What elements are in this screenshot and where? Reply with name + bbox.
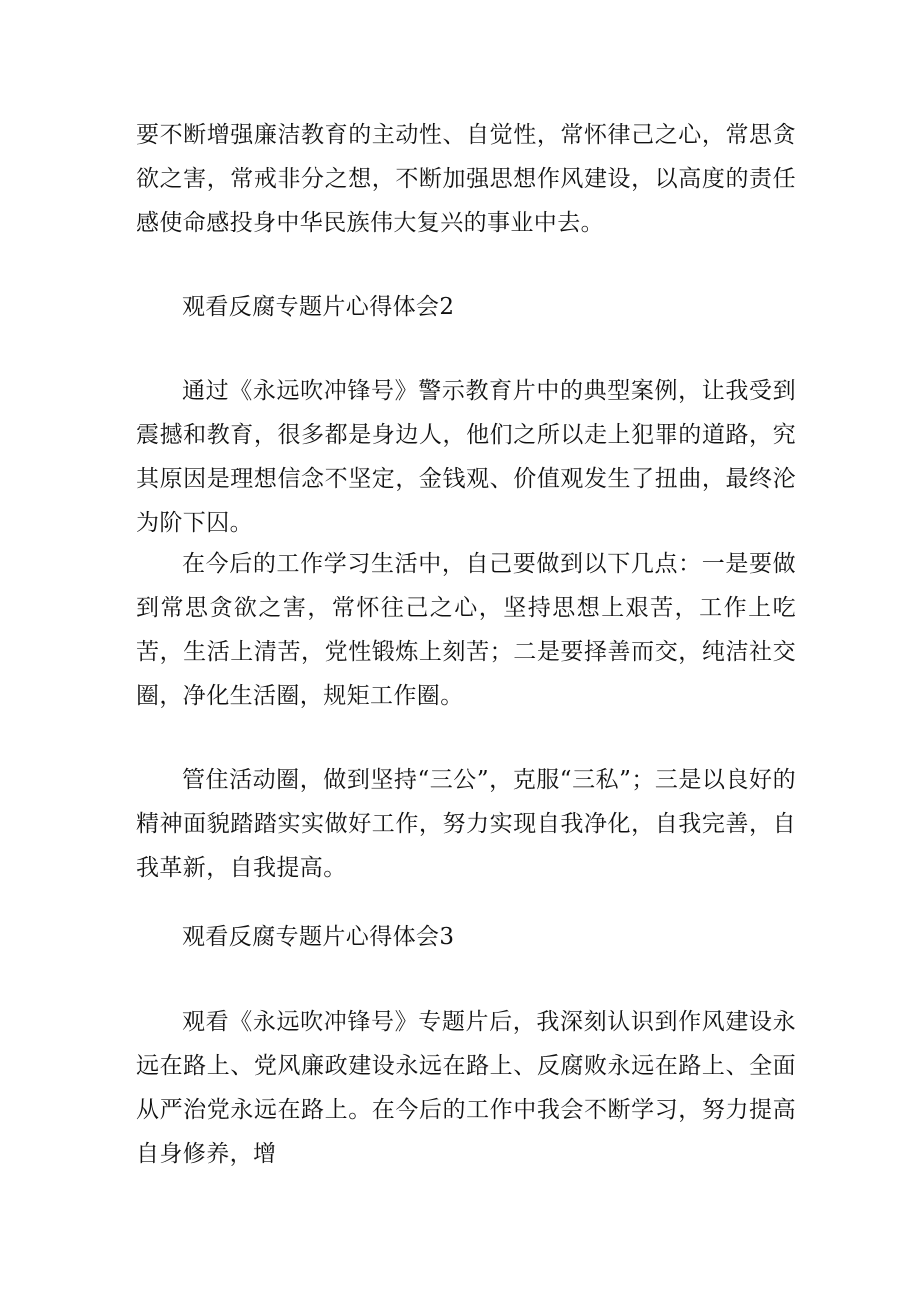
body-paragraph: 通过《永远吹冲锋号》警示教育片中的典型案例，让我受到震撼和教育，很多都是身边人，他们之所以走上犯罪的道路，究其原因是理想信念不坚定，金钱观、价值观发生了扭曲，最终沦为阶下囚。 <box>136 378 796 536</box>
body-paragraph: 在今后的工作学习生活中，自己要做到以下几点：一是要做到常思贪欲之害，常怀往己之心，坚持思想上艰苦，工作上吃苦，生活上清苦，党性锻炼上刻苦；二是要择善而交，纯洁社交圈，净化生活圈，规矩工作圈。 <box>136 551 796 709</box>
body-paragraph: 管住活动圈，做到坚持“三公”，克服“三私”；三是以良好的精神面貌踏踏实实做好工作，努力实现自我净化，自我完善，自我革新，自我提高。 <box>136 767 796 881</box>
section-heading-3: 观看反腐专题片心得体会3 <box>182 924 455 950</box>
body-paragraph: 观看《永远吹冲锋号》专题片后，我深刻认识到作风建设永远在路上、党风廉政建设永远在路上、反腐败永远在路上、全面从严治党永远在路上。在今后的工作中我会不断学习，努力提高自身修养，增 <box>136 1009 796 1167</box>
body-paragraph-continuation: 要不断增强廉洁教育的主动性、自觉性，常怀律己之心，常思贪欲之害，常戒非分之想，不断加强思想作风建设，以高度的责任感使命感投身中华民族伟大复兴的事业中去。 <box>136 122 796 236</box>
section-heading-2: 观看反腐专题片心得体会2 <box>182 294 455 320</box>
